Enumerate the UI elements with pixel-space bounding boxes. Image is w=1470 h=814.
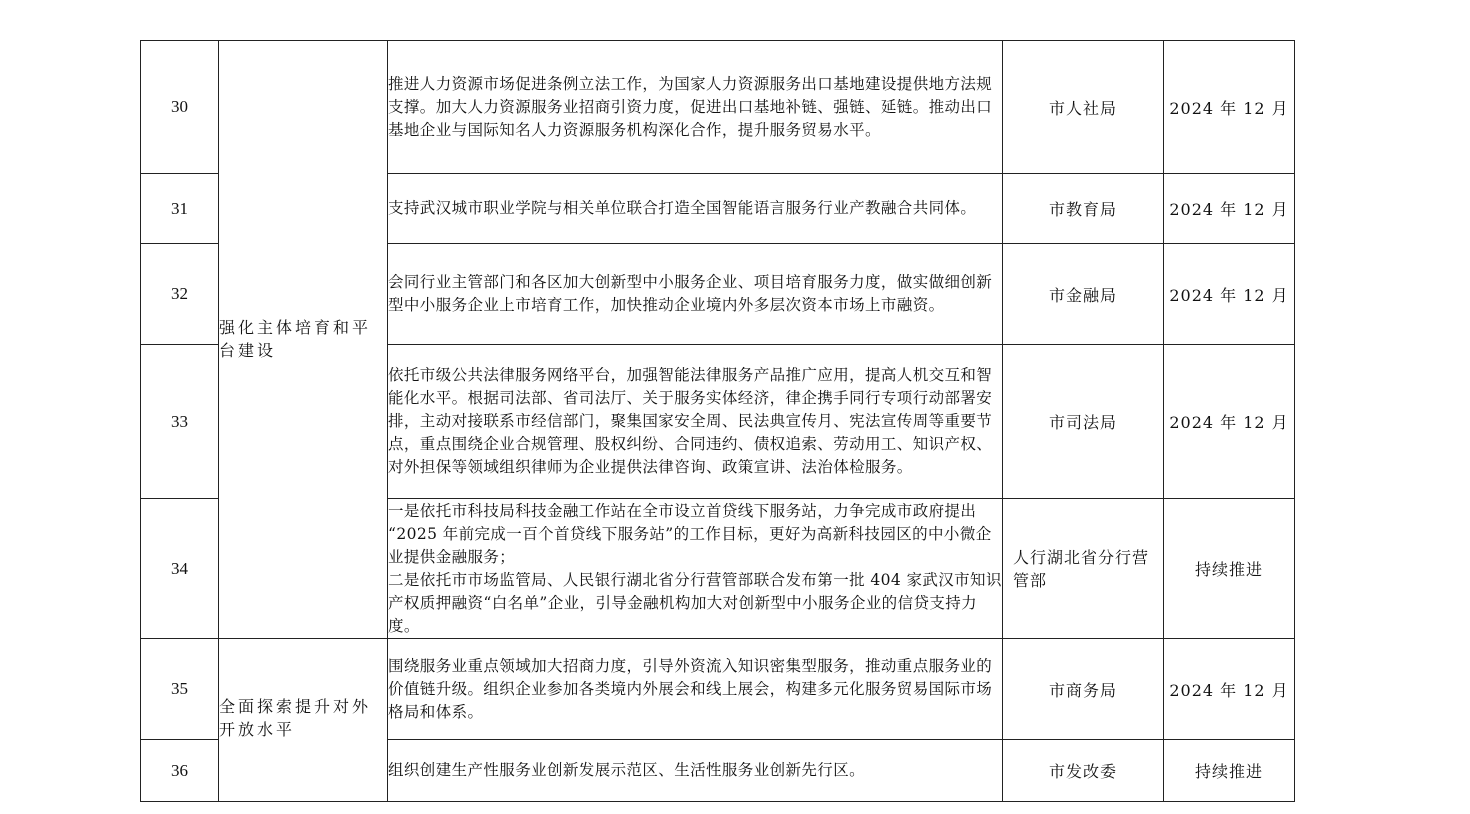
task-content-paragraph: 一是依托市科技局科技金融工作站在全市设立首贷线下服务站，力争完成市政府提出 “2025 年前完成一百个首贷线下服务站”的工作目标，更好为高新科技园区的中小微企业提供金融服务； [388, 501, 992, 566]
deadline: 2024 年 12 月 [1164, 244, 1295, 345]
deadline: 持续推进 [1164, 499, 1295, 639]
responsible-department: 市司法局 [1003, 345, 1164, 499]
task-content [388, 499, 1003, 639]
task-content [388, 345, 1003, 499]
task-content-paragraph: 二是依托市市场监管局、人民银行湖北省分行营管部联合发布第一批 404 家武汉市知识产权质押融资“白名单”企业，引导金融机构加大对创新型中小服务企业的信贷支持力度。 [388, 570, 1002, 635]
table-row [141, 639, 1295, 740]
deadline: 2024 年 12 月 [1164, 345, 1295, 499]
row-number: 33 [141, 345, 219, 499]
deadline: 持续推进 [1164, 740, 1295, 802]
deadline: 2024 年 12 月 [1164, 174, 1295, 244]
responsible-department: 市人社局 [1003, 41, 1164, 174]
task-content [388, 41, 1003, 174]
row-number: 30 [141, 41, 219, 174]
responsible-department: 人行湖北省分行营管部 [1003, 499, 1164, 639]
task-table [140, 40, 1295, 802]
responsible-department: 市发改委 [1003, 740, 1164, 802]
task-content-paragraph: 组织创建生产性服务业创新发展示范区、生活性服务业创新先行区。 [388, 761, 866, 779]
task-content-paragraph: 会同行业主管部门和各区加大创新型中小服务企业、项目培育服务力度，做实做细创新型中小服务企业上市培育工作，加快推动企业境内外多层次资本市场上市融资。 [388, 273, 993, 314]
responsible-department: 市商务局 [1003, 639, 1164, 740]
row-number: 31 [141, 174, 219, 244]
row-number: 35 [141, 639, 219, 740]
task-content-paragraph: 推进人力资源市场促进条例立法工作，为国家人力资源服务出口基地建设提供地方法规支撑。加大人力资源服务业招商引资力度，促进出口基地补链、强链、延链。推动出口基地企业与国际知名人力资源服务机构深化合作，提升服务贸易水平。 [388, 74, 993, 139]
task-content-paragraph: 支持武汉城市职业学院与相关单位联合打造全国智能语言服务行业产教融合共同体。 [388, 199, 977, 217]
responsible-department: 市教育局 [1003, 174, 1164, 244]
task-content-paragraph: 依托市级公共法律服务网络平台，加强智能法律服务产品推广应用，提高人机交互和智能化水平。根据司法部、省司法厅、关于服务实体经济，律企携手同行专项行动部署安排，主动对接联系市经信部门，聚集国家安全周、民法典宣传月、宪法宣传周等重要节点，重点围绕企业合规管理、股权纠纷、合同违约、债权追索、劳动用工、知识产权、对外担保等领域组织律师为企业提供法律咨询、政策宣讲、法治体检服务。 [388, 366, 993, 476]
deadline: 2024 年 12 月 [1164, 639, 1295, 740]
task-content [388, 174, 1003, 244]
category-cell: 全面探索提升对外开放水平 [219, 639, 388, 802]
row-number: 34 [141, 499, 219, 639]
row-number: 36 [141, 740, 219, 802]
row-number: 32 [141, 244, 219, 345]
task-content [388, 244, 1003, 345]
category-cell: 强化主体培育和平台建设 [219, 41, 388, 639]
task-content-paragraph: 围绕服务业重点领域加大招商力度，引导外资流入知识密集型服务，推动重点服务业的价值链升级。组织企业参加各类境内外展会和线上展会，构建多元化服务贸易国际市场格局和体系。 [388, 656, 993, 721]
deadline: 2024 年 12 月 [1164, 41, 1295, 174]
task-content [388, 740, 1003, 802]
task-content [388, 639, 1003, 740]
table-row [141, 41, 1295, 174]
responsible-department: 市金融局 [1003, 244, 1164, 345]
